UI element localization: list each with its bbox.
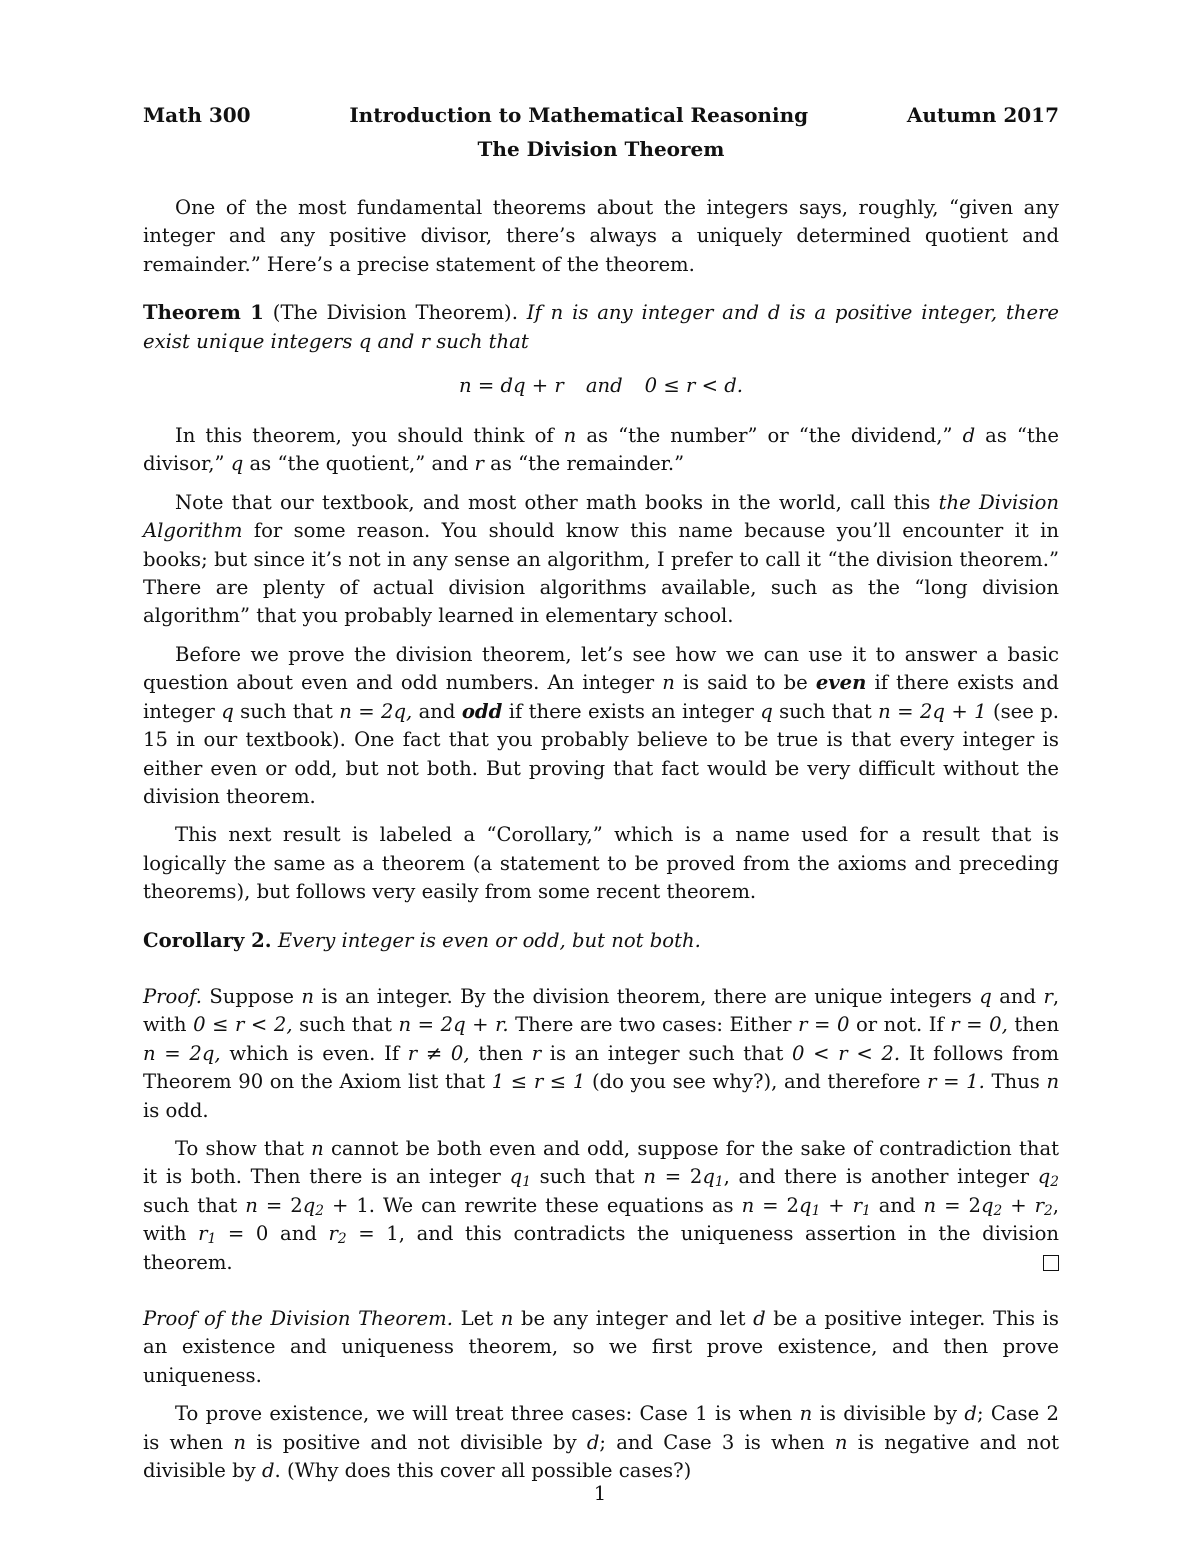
intro-paragraph: One of the most fundamental theorems about the integers says, roughly, “given any integer and any positive divisor, there’s always a uniquely determined quotient and remainder.” Here’s a precise statement of the theorem. [143, 196, 1059, 276]
theorem-1 [143, 299, 1059, 356]
paragraph-even-odd: Before we prove the division theorem, let’s see how we can use it to answer a basic question about even and odd numbers. An integer n is said to be even if there exists and integer q such that n = 2q, and odd if there exists an integer q such that n = 2q + 1 (see p. 15 in our textbook). One fact that you probably believe to be true is that every integer is either even or odd, but not both. But proving that fact would be very difficult without the division theorem. [143, 642, 1059, 808]
course-code: Math 300 [143, 103, 251, 127]
paragraph-corollary-intro: This next result is labeled a “Corollary,” which is a name used for a result that is logically the same as a theorem (a statement to be proved from the axioms and preceding theorems), but follows very easily from some recent theorem. [143, 823, 1059, 904]
corollary-2: Corollary 2. Every integer is even or odd, but not both. [143, 928, 701, 952]
page-number: 1 [593, 1482, 607, 1505]
proof-corollary-part1: Proof. Suppose n is an integer. By the division theorem, there are unique integers q and r, with 0 ≤ r < 2, such that n = 2q + r. There are two cases: Either r = 0 or not. If r = 0, then n = 2q, which is even. If r ≠ 0, then r is an integer such that 0 < r < 2. It follows from Theorem 90 on the Axiom list that 1 ≤ r ≤ 1 (do you see why?), and therefore r = 1. Thus n is odd. [143, 984, 1060, 1122]
theorem-name: (The Division Theorem). [272, 301, 518, 325]
theorem-statement: If n is any integer and d is a positive integer, there exist unique integers q and r such that [143, 301, 1060, 353]
paragraph-think: In this theorem, you should think of n as “the number” or “the dividend,” d as “the divisor,” q as “the quotient,” and r as “the remainder.” [143, 424, 1060, 476]
proof-division-theorem: Proof of the Division Theorem. Let n be any integer and let d be a positive integer. This is an existence and uniqueness theorem, so we first prove existence, and then prove uniqueness. [143, 1307, 1059, 1387]
paragraph-cases: To prove existence, we will treat three cases: Case 1 is when n is divisible by d; Case 2 is when n is positive and not divisible by d; and Case 3 is when n is negative and not divisible by d. (Why does this cover all possible cases?) [143, 1402, 1060, 1483]
proof-corollary-part2: To show that n cannot be both even and odd, suppose for the sake of contradiction that it is both. Then there is an integer $q_1$ such that $n = 2q_1$, and there is another integer $q_2$ such that $n = 2q_2 + 1$. We can rewrite these equations as $n = 2q_1 + r_1$ and $n = 2q_2 + r_2$, with $r_1 = 0$ and $r_2 = 1$, and this contradicts the uniqueness assertion in the division theorem. [143, 1136, 1060, 1274]
qed-box-icon [1043, 1255, 1059, 1271]
paragraph-note: Note that our textbook, and most other math books in the world, call this the Division Algorithm for some reason. You should know this name because you’ll encounter it in books; but since it’s not in any sense an algorithm, I prefer to call it “the division theorem.” There are plenty of actual division algorithms available, such as the “long division algorithm” that you probably learned in elementary school. [143, 490, 1060, 628]
term: Autumn 2017 [906, 103, 1059, 127]
document-page [143, 98, 1059, 1485]
theorem-label: Theorem 1 [143, 301, 264, 325]
page-header [143, 98, 1059, 132]
document-title: The Division Theorem [477, 137, 725, 161]
theorem-display-equation: n = dq + r and 0 ≤ r < d. [458, 374, 744, 398]
course-title: Introduction to Mathematical Reasoning [349, 103, 809, 127]
